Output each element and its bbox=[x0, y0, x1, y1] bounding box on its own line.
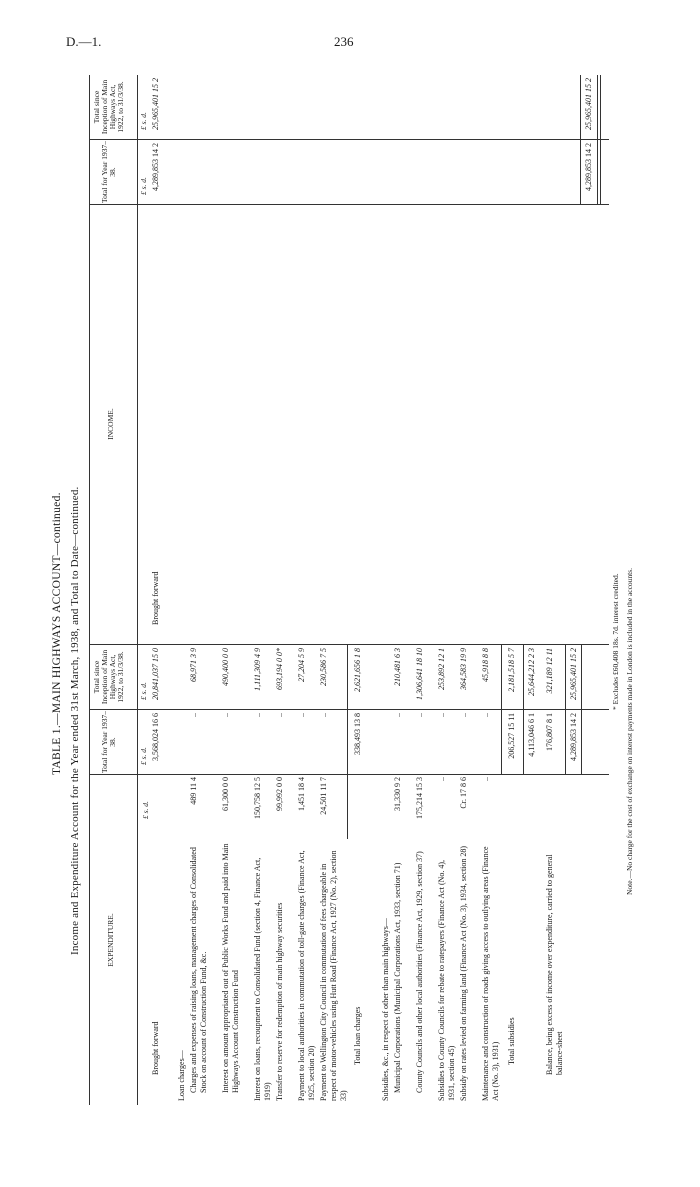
expenditure-row-year: .. bbox=[297, 713, 306, 717]
expenditure-row-year: 4,289,853 14 2 bbox=[569, 713, 578, 761]
income-since-value: 25,965,401 15 2 bbox=[151, 78, 160, 130]
expenditure-row-label: Balance, being excess of income over expenditure, carried to general balance-sheet bbox=[545, 854, 564, 1075]
table-title: TABLE 1.—MAIN HIGHWAYS ACCOUNT—continued. bbox=[51, 492, 63, 775]
expenditure-row-year: .. bbox=[459, 713, 468, 717]
note: Note.—No charge for the cost of exchange on interest payments made in London is included in the accounts. bbox=[625, 567, 634, 895]
page-number: 236 bbox=[334, 34, 354, 49]
expenditure-row-since: 490,400 0 0 bbox=[221, 648, 230, 686]
unit-income-year: £ s. d. bbox=[139, 177, 148, 195]
expenditure-row-year: .. bbox=[437, 713, 446, 717]
income-year-value: 4,289,853 14 2 bbox=[151, 143, 160, 191]
expenditure-row-label: Interest on amount appropriated out of Public Works Fund and paid into Main Highways Account Construction Fund bbox=[221, 843, 240, 1093]
expenditure-row-label: Maintenance and construction of roads giving access to outlying areas (Finance Act (No. 3), 1931) bbox=[481, 846, 500, 1101]
col-income-total-since: Total since Inception of Main Highways Act, 1922, to 31/3/38. bbox=[92, 79, 125, 135]
expenditure-row-label: Total loan charges bbox=[353, 1006, 362, 1065]
expenditure-row-year: .. bbox=[415, 713, 424, 717]
expenditure-row-label: Payment to Wellington City Council in commutation of fees chargeable in respect of motor-vehicles using Hutt Road (Finance Act, 1927 (No. 2), section 33) bbox=[319, 850, 348, 1101]
unit-income-since: £ s. d. bbox=[139, 112, 148, 130]
expenditure-row-detail: Cr. 17 8 6 bbox=[459, 777, 468, 809]
expenditure-row-label: Payment to local authorities in commutation of toll-gate charges (Finance Act, 1925, section 20) bbox=[297, 850, 316, 1101]
table-subtitle: Income and Expenditure Account for the Year ended 31st March, 1938, and Total to Date—continued. bbox=[69, 486, 81, 955]
expenditure-row-year: .. bbox=[253, 713, 262, 717]
expenditure-row-label: Loan charges— bbox=[177, 1050, 186, 1101]
expenditure-row-label: Brought forward bbox=[151, 1021, 160, 1075]
total-rule bbox=[565, 645, 566, 775]
unit-detail: £ s. d. bbox=[141, 801, 150, 819]
col-total-year: Total for Year 1937–38. bbox=[100, 711, 117, 773]
expenditure-row-since: 364,583 19 9 bbox=[459, 648, 468, 690]
unit-since: £ s. d. bbox=[139, 682, 148, 700]
footnote: * Excludes £60,408 18s. 7d. interest credited. bbox=[611, 573, 620, 710]
expenditure-row-detail: 31,330 9 2 bbox=[393, 777, 402, 811]
expenditure-row-year: 176,807 8 1 bbox=[545, 713, 554, 751]
expenditure-row-since: 693,194 0 0* bbox=[275, 648, 284, 690]
expenditure-row-year: .. bbox=[221, 713, 230, 717]
expenditure-row-since: 210,481 6 3 bbox=[393, 648, 402, 686]
income-total-since: 25,965,401 15 2 bbox=[584, 78, 593, 130]
expenditure-row-since: 25,644,212 2 3 bbox=[527, 648, 536, 696]
expenditure-row-since: 45,918 8 8 bbox=[481, 648, 490, 682]
total-rule bbox=[501, 645, 502, 775]
rotated-table bbox=[45, 75, 645, 1105]
expenditure-row-label: Transfer to reserve for redemption of main highway securities bbox=[275, 902, 284, 1101]
expenditure-row-year: .. bbox=[275, 713, 284, 717]
total-rule bbox=[523, 645, 524, 775]
expenditure-row-label: Municipal Corporations (Municipal Corporations Act, 1933, section 71) bbox=[393, 862, 402, 1093]
expenditure-row-label: Subsidies, &c., in respect of other than main highways— bbox=[381, 918, 390, 1101]
income-total-year: 4,289,853 14 2 bbox=[584, 143, 593, 191]
expenditure-row-year: 206,527 15 11 bbox=[507, 713, 516, 759]
expenditure-row-year: .. bbox=[189, 713, 198, 717]
expenditure-row-year: 3,568,024 16 6 bbox=[151, 713, 160, 761]
document-code: D.—1. bbox=[66, 34, 102, 49]
expenditure-row-detail: 1,451 18 4 bbox=[297, 777, 306, 811]
expenditure-row-since: 25,965,401 15 2 bbox=[569, 648, 578, 700]
expenditure-row-since: 27,204 5 9 bbox=[297, 648, 306, 682]
expenditure-row-label: Subsidy on rates levied on farming land (Finance Act (No. 3), 1934, section 28) bbox=[459, 845, 468, 1101]
col-expenditure: EXPENDITURE. bbox=[106, 913, 115, 967]
total-rule bbox=[581, 645, 582, 775]
expenditure-row-label: Interest on loans, recoupment to Consolidated Fund (section 4, Finance Act, 1919) bbox=[253, 857, 272, 1101]
expenditure-row-year: .. bbox=[319, 713, 328, 717]
col-income: INCOME. bbox=[106, 408, 115, 440]
expenditure-row-year: .. bbox=[481, 713, 490, 717]
expenditure-row-detail: 61,300 0 0 bbox=[221, 777, 230, 811]
expenditure-row-year: 4,113,046 6 1 bbox=[527, 713, 536, 757]
expenditure-row-year: .. bbox=[393, 713, 402, 717]
expenditure-row-year: 338,493 13 8 bbox=[353, 713, 362, 755]
expenditure-row-detail: 150,758 12 5 bbox=[253, 777, 262, 819]
expenditure-row-label: Subsidies to County Councils for rebate to ratepayers (Finance Act (No. 4), 1931, section 45) bbox=[437, 859, 456, 1101]
expenditure-row-since: 68,971 3 9 bbox=[189, 648, 198, 682]
expenditure-row-since: 230,586 7 5 bbox=[319, 648, 328, 686]
col-total-since: Total since Inception of Main Highways Act, 1922, to 31/3/38. bbox=[92, 649, 125, 705]
expenditure-row-label: Charges and expenses of raising loans, management charges of Consolidated Stock on account of Construction Fund, &c. bbox=[189, 847, 208, 1093]
expenditure-row-label: County Councils and other local authorities (Finance Act, 1929, section 37) bbox=[415, 851, 424, 1093]
expenditure-row-since: 2,621,656 1 8 bbox=[353, 648, 362, 692]
expenditure-row-since: 2,181,518 5 7 bbox=[507, 648, 516, 692]
expenditure-row-detail: .. bbox=[437, 777, 446, 781]
expenditure-row-since: 20,841,037 15 0 bbox=[151, 648, 160, 700]
expenditure-row-since: 253,892 12 1 bbox=[437, 648, 446, 690]
col-income-total-year: Total for Year 1937–38. bbox=[100, 141, 117, 203]
expenditure-row-detail: .. bbox=[481, 777, 490, 781]
expenditure-row-detail: 99,992 0 0 bbox=[275, 777, 284, 811]
income-label: Brought forward bbox=[151, 571, 160, 625]
expenditure-row-detail: 24,501 11 7 bbox=[319, 777, 328, 815]
expenditure-row-detail: 489 11 4 bbox=[189, 777, 198, 805]
unit-year: £ s. d. bbox=[139, 747, 148, 765]
expenditure-row-since: 1,111,309 4 9 bbox=[253, 648, 262, 691]
expenditure-row-since: 321,189 12 11 bbox=[545, 648, 554, 694]
expenditure-row-label: Total subsidies bbox=[507, 1017, 516, 1065]
expenditure-row-detail: 175,214 15 3 bbox=[415, 777, 424, 819]
total-rule bbox=[347, 645, 348, 839]
expenditure-row-since: 1,306,641 18 10 bbox=[415, 648, 424, 700]
